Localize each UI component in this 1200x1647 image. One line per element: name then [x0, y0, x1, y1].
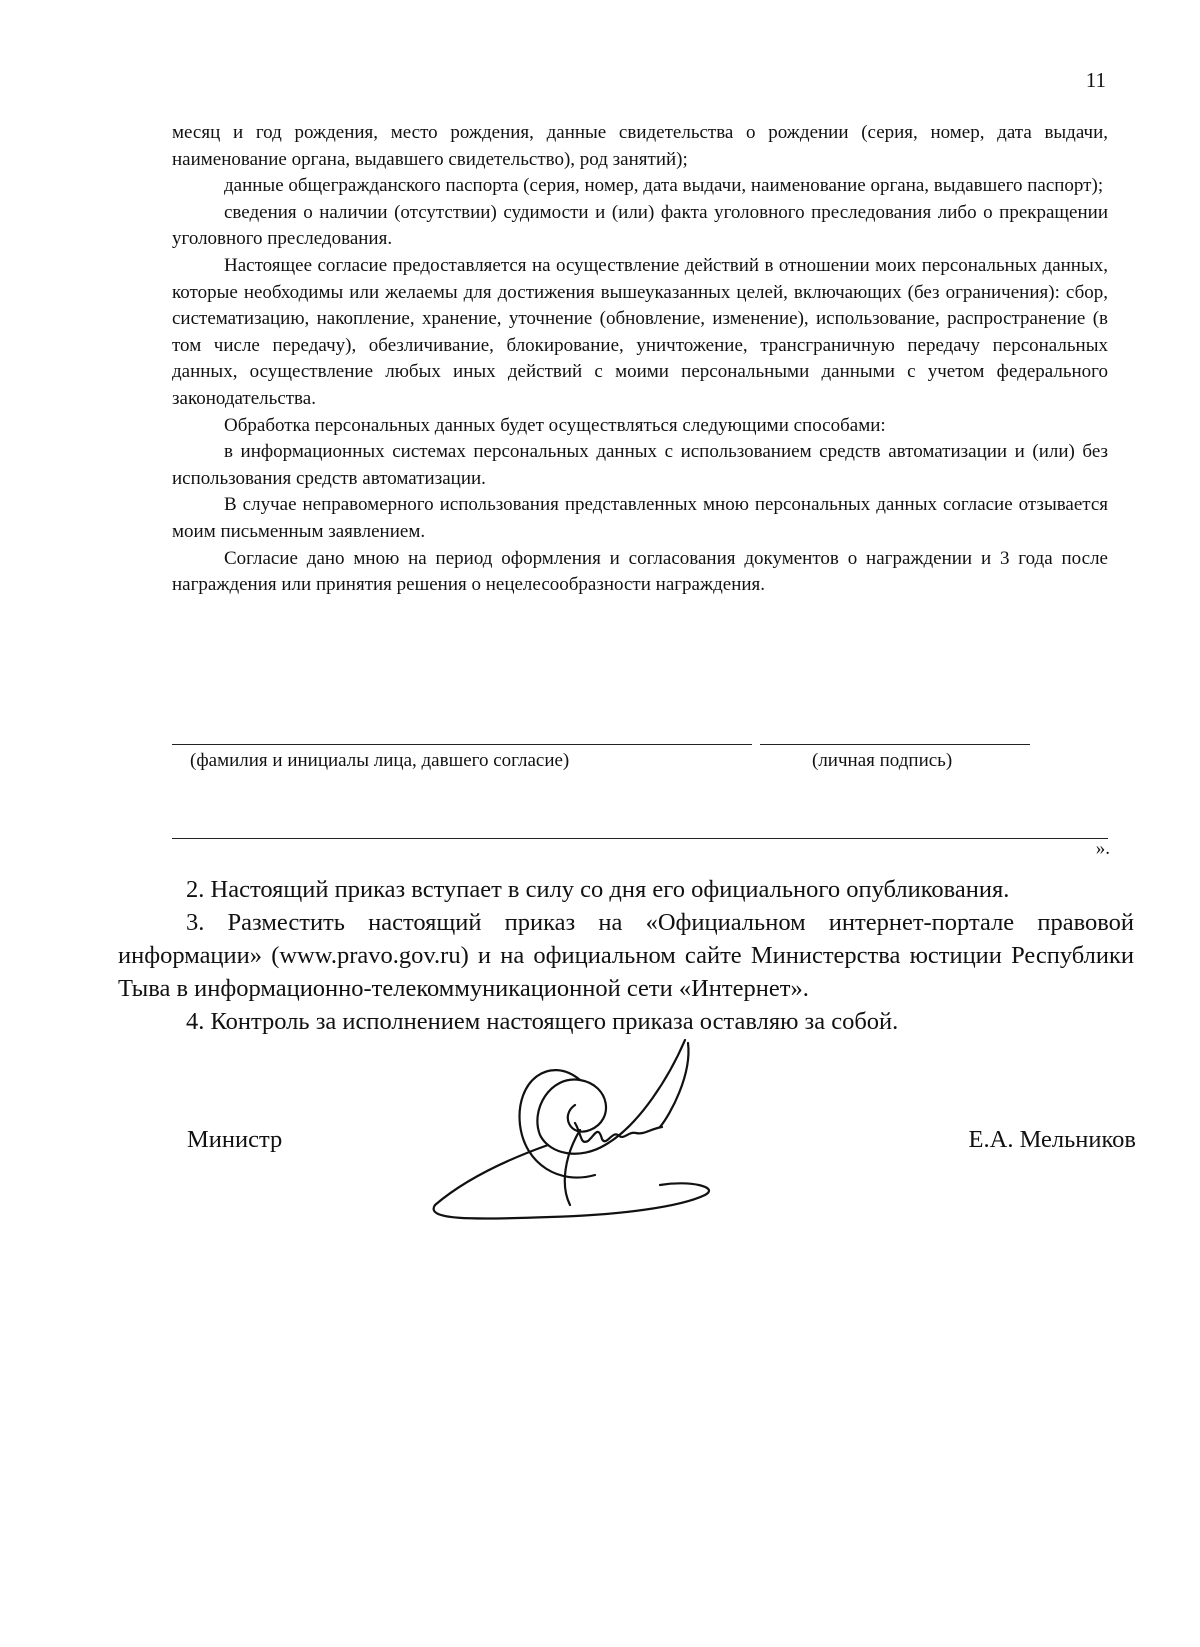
- consent-paragraph: Обработка персональных данных будет осуществляться следующими способами:: [224, 414, 886, 436]
- consent-paragraph: месяц и год рождения, место рождения, данные свидетельства о рождении (серия, номер, дата выдачи, наименование органа, выдавшего свидетельство), род занятий);: [172, 122, 1108, 170]
- order-item: 4. Контроль за исполнением настоящего приказа оставляю за собой.: [186, 1008, 899, 1035]
- signature-caption: (личная подпись): [812, 750, 953, 771]
- consent-paragraph: в информационных системах персональных данных с использованием средств автоматизации и (или) без использования средств автоматизации.: [172, 441, 1108, 489]
- page-number: 11: [1085, 68, 1106, 92]
- consent-paragraph: Согласие дано мною на период оформления и согласования документов о награждении и 3 года после награждения или принятия решения о нецелесообразности награждения.: [172, 547, 1108, 596]
- consent-paragraph: сведения о наличии (отсутствии) судимости и (или) факта уголовного преследования либо о прекращении уголовного преследования.: [172, 201, 1108, 250]
- personal-signature-line: [760, 744, 1030, 745]
- order-items: [118, 873, 1134, 1038]
- consent-paragraph: В случае неправомерного использования представленных мною персональных данных согласие отзывается моим письменным заявлением.: [172, 494, 1108, 542]
- order-item: 2. Настоящий приказ вступает в силу со дня его официального опубликования.: [186, 876, 1010, 903]
- consent-paragraph: Настоящее согласие предоставляется на осуществление действий в отношении моих персональных данных, которые необходимы или желаемы для достижения вышеуказанных целей, включающих (без ограничения): сбор, систематизацию, накопление, хранение, уточнение (обновление, изменение), использование, распространение (в том числе передачу), обезличивание, блокирование, уничтожение, трансграничную передачу персональных данных, осуществление любых иных действий с моими персональными данными с учетом федерального законодательства.: [172, 254, 1108, 409]
- closing-quote: ».: [1095, 838, 1110, 859]
- signatory-title: Министр: [187, 1126, 283, 1153]
- signatory-name: Е.А. Мельников: [968, 1126, 1136, 1153]
- name-caption: (фамилия и инициалы лица, давшего согласие): [190, 750, 570, 771]
- consent-paragraph: данные общегражданского паспорта (серия, номер, дата выдачи, наименование органа, выдавшего паспорт);: [224, 175, 1104, 197]
- name-signature-line: [172, 744, 752, 745]
- extra-line: [172, 838, 1108, 839]
- handwritten-signature: [430, 1035, 760, 1235]
- consent-text: [172, 120, 1108, 599]
- order-item: 3. Разместить настоящий приказ на «Официальном интернет-портале правовой информации» (www.pravo.gov.ru) и на официальном сайте Министерства юстиции Республики Тыва в информационно-телекоммуникационной сети «Интернет».: [118, 909, 1134, 1002]
